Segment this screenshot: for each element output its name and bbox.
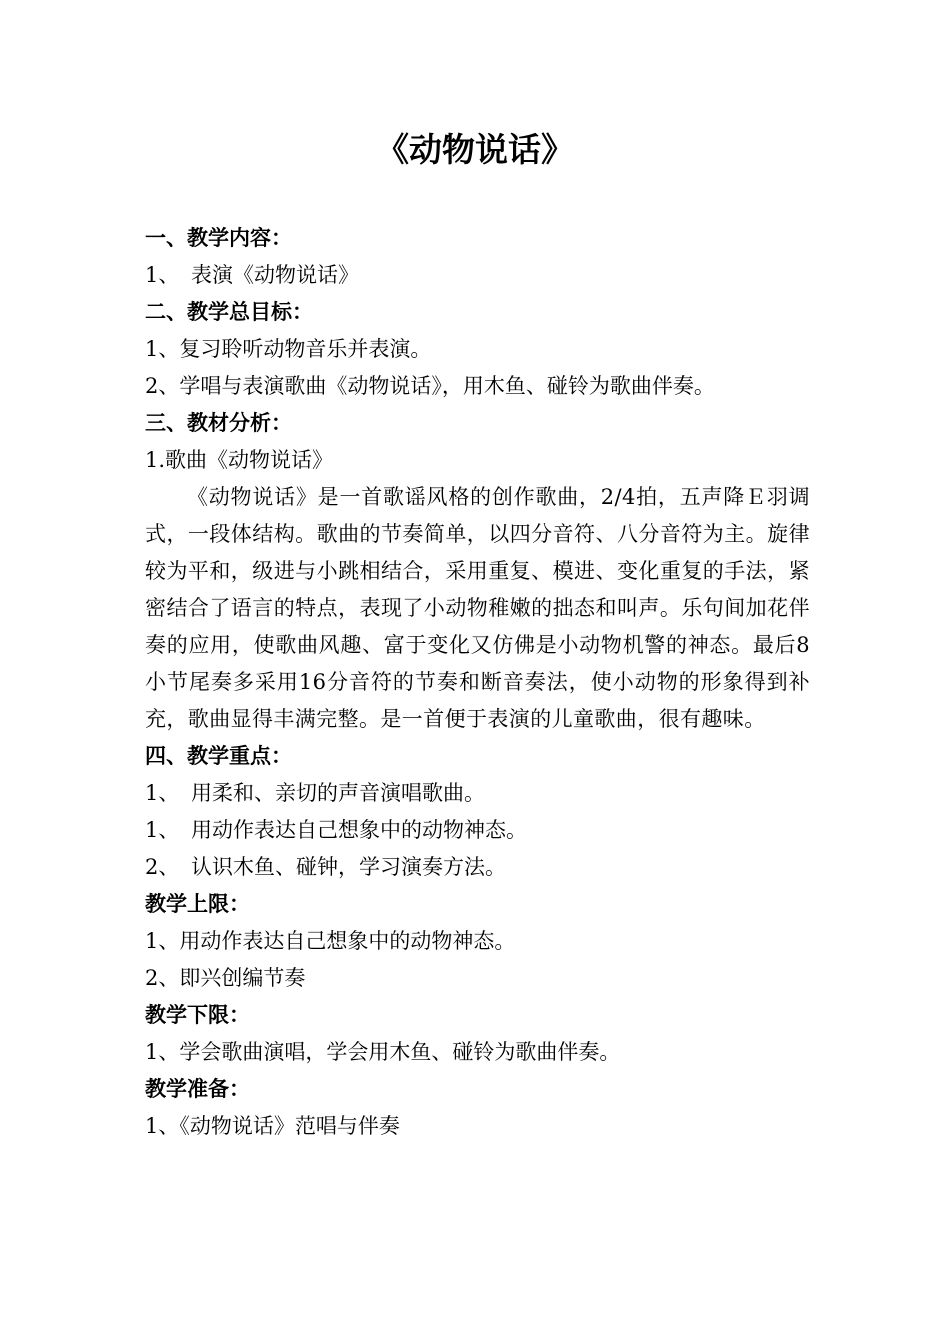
item-number: 1、 (145, 781, 180, 805)
subheading: 1.歌曲《动物说话》 (145, 448, 334, 472)
list-item: 2、即兴创编节奏 (145, 966, 306, 990)
list-item: 1、《动物说话》范唱与伴奏 (145, 1114, 400, 1138)
list-item (145, 257, 810, 294)
section-heading-lower-limit: 教学下限： (145, 1003, 250, 1027)
list-item: 1、学会歌曲演唱，学会用木鱼、碰铃为歌曲伴奏。 (145, 1040, 621, 1064)
section-heading-analysis: 三、教材分析： (145, 411, 292, 435)
list-item (145, 775, 810, 812)
section-heading-preparation: 教学准备： (145, 1077, 250, 1101)
item-text: 用柔和、亲切的声音演唱歌曲。 (191, 781, 485, 805)
document-title: 《动物说话》 (376, 130, 574, 169)
item-text: 用动作表达自己想象中的动物神态。 (191, 818, 527, 842)
document-body (145, 220, 810, 1145)
analysis-paragraph: 《动物说话》是一首歌谣风格的创作歌曲，2/4拍，五声降Ｅ羽调式，一段体结构。歌曲的节奏简单，以四分音符、八分音符为主。旋律较为平和，级进与小跳相结合，采用重复、模进、变化重复的手法，紧密结合了语言的特点，表现了小动物稚嫩的拙态和叫声。乐句间加花伴奏的应用，使歌曲风趣、富于变化又仿佛是小动物机警的神态。最后8小节尾奏多采用16分音符的节奏和断音奏法，使小动物的形象得到补充，歌曲显得丰满完整。是一首便于表演的儿童歌曲，很有趣味。 (145, 485, 810, 731)
section-heading-goals: 二、教学总目标： (145, 300, 313, 324)
list-item (145, 812, 810, 849)
section-heading-content: 一、教学内容： (145, 226, 292, 250)
list-item (145, 849, 810, 886)
item-number: 1、 (145, 263, 180, 287)
item-number: 1、 (145, 818, 180, 842)
item-text: 认识木鱼、碰钟，学习演奏方法。 (191, 855, 506, 879)
section-heading-key-points: 四、教学重点： (145, 744, 292, 768)
item-text: 表演《动物说话》 (191, 263, 359, 287)
list-item: 1、复习聆听动物音乐并表演。 (145, 337, 432, 361)
item-number: 2、 (145, 855, 180, 879)
list-item: 1、用动作表达自己想象中的动物神态。 (145, 929, 516, 953)
list-item: 2、学唱与表演歌曲《动物说话》，用木鱼、碰铃为歌曲伴奏。 (145, 374, 715, 398)
section-heading-upper-limit: 教学上限： (145, 892, 250, 916)
